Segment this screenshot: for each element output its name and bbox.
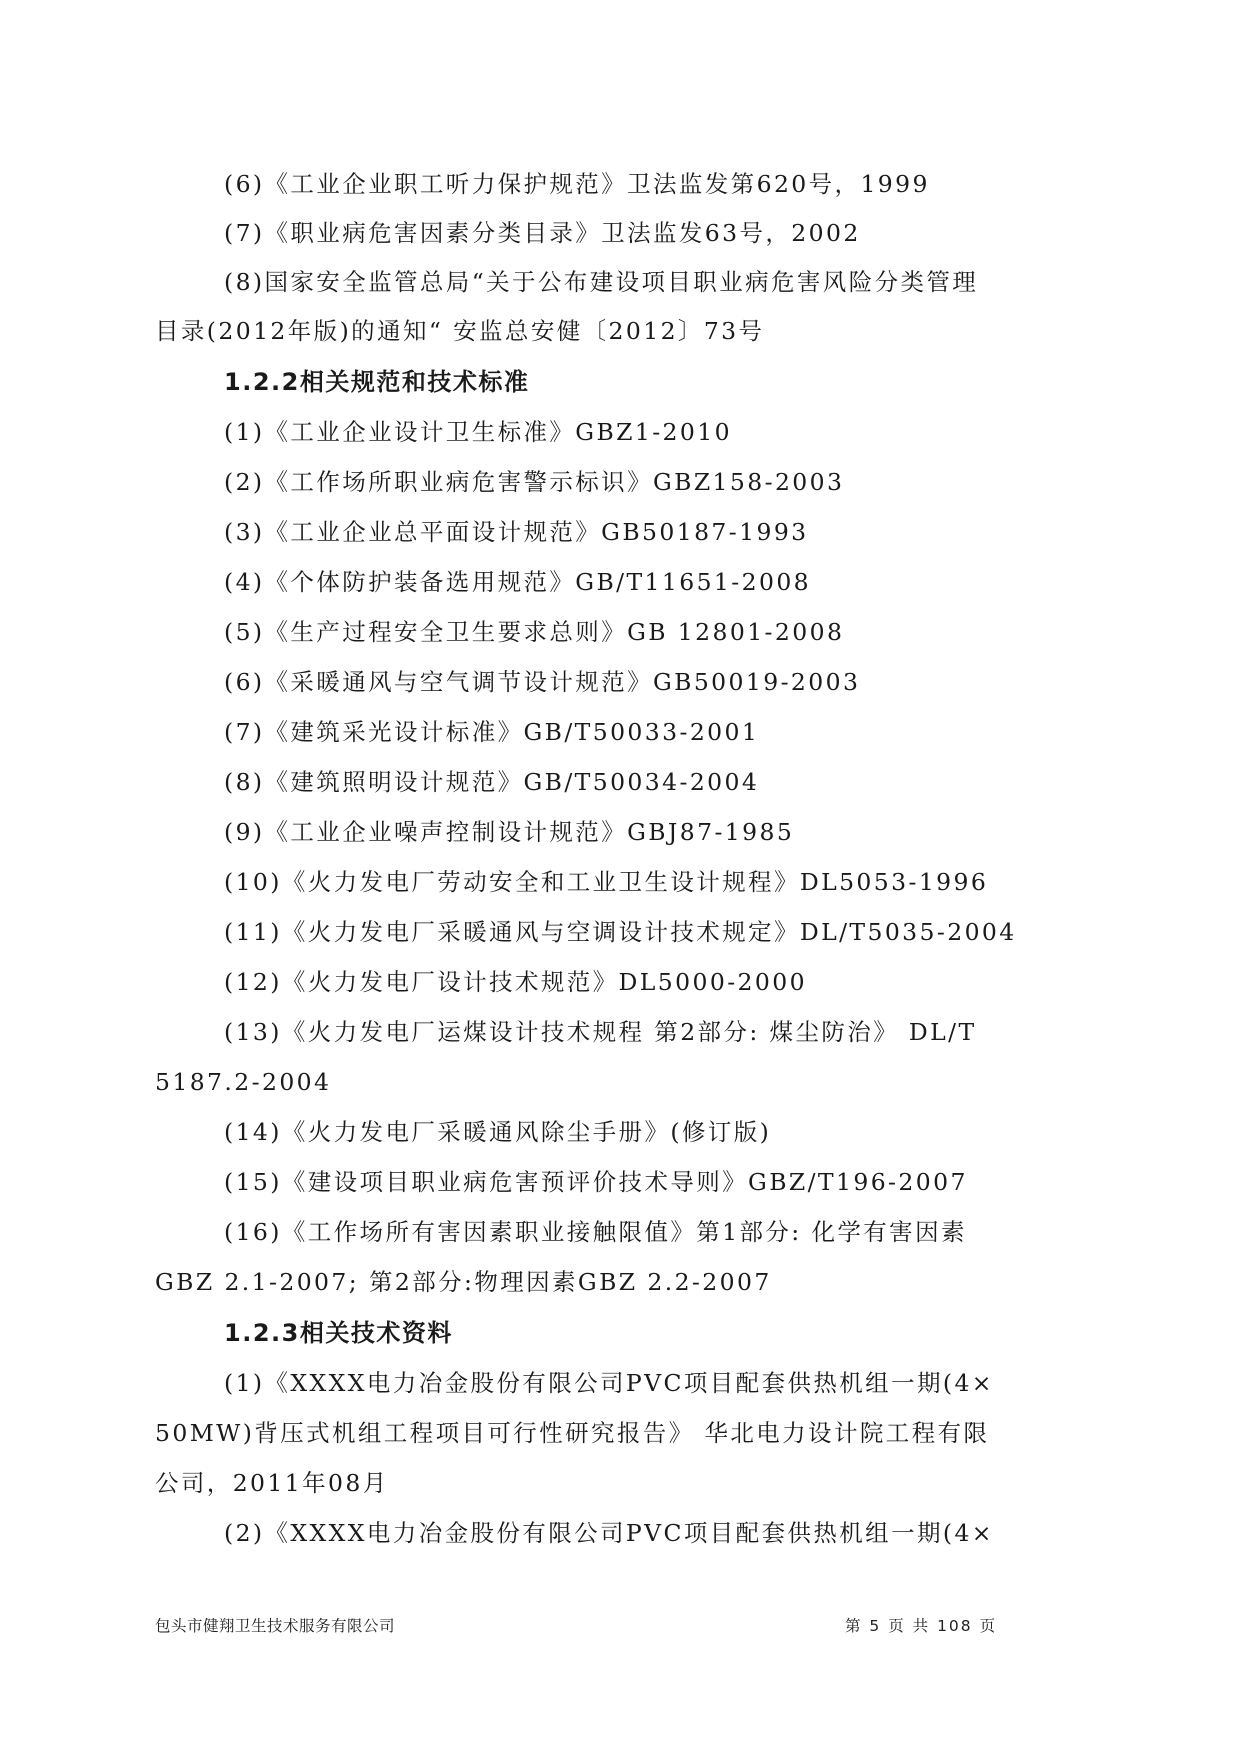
section-heading: 1.2.3相关技术资料	[224, 1319, 453, 1347]
text-line: (2)《XXXX电力冶金股份有限公司PVC项目配套供热机组一期(4×	[224, 1519, 994, 1547]
text-line: (13)《火力发电厂运煤设计技术规程 第2部分: 煤尘防治》 DL/T	[224, 1018, 977, 1046]
text-line: (9)《工业企业噪声控制设计规范》GBJ87-1985	[224, 818, 795, 846]
text-line: (12)《火力发电厂设计技术规范》DL5000-2000	[224, 968, 807, 996]
text-line: (7)《职业病危害因素分类目录》卫法监发63号，2002	[224, 219, 861, 247]
text-line: (5)《生产过程安全卫生要求总则》GB 12801-2008	[224, 618, 845, 646]
text-line: (2)《工作场所职业病危害警示标识》GBZ158-2003	[224, 468, 845, 496]
text-line: (1)《工业企业设计卫生标准》GBZ1-2010	[224, 418, 732, 446]
footer-company: 包头市健翔卫生技术服务有限公司	[155, 1617, 396, 1635]
text-line: (16)《工作场所有害因素职业接触限值》第1部分: 化学有害因素	[224, 1218, 967, 1246]
text-line: (6)《采暖通风与空气调节设计规范》GB50019-2003	[224, 668, 861, 696]
text-line: (3)《工业企业总平面设计规范》GB50187-1993	[224, 518, 809, 546]
text-line: (10)《火力发电厂劳动安全和工业卫生设计规程》DL5053-1996	[224, 868, 989, 896]
text-line: 50MW)背压式机组工程项目可行性研究报告》 华北电力设计院工程有限	[155, 1419, 990, 1447]
text-line: (14)《火力发电厂采暖通风除尘手册》(修订版)	[224, 1118, 772, 1146]
text-line: (11)《火力发电厂采暖通风与空调设计技术规定》DL/T5035-2004	[224, 918, 1017, 946]
text-line: 公司，2011年08月	[155, 1469, 389, 1497]
text-line: (8)国家安全监管总局“关于公布建设项目职业病危害风险分类管理	[224, 268, 979, 296]
text-line: (8)《建筑照明设计规范》GB/T50034-2004	[224, 768, 760, 796]
text-line: (15)《建设项目职业病危害预评价技术导则》GBZ/T196-2007	[224, 1168, 968, 1196]
section-heading: 1.2.2相关规范和技术标准	[224, 368, 530, 396]
footer-page-number: 第 5 页 共 108 页	[845, 1617, 998, 1635]
text-line: (6)《工业企业职工听力保护规范》卫法监发第620号，1999	[224, 170, 930, 198]
text-line: 目录(2012年版)的通知“ 安监总安健〔2012〕73号	[155, 317, 765, 345]
text-line: (7)《建筑采光设计标准》GB/T50033-2001	[224, 718, 760, 746]
text-line: (1)《XXXX电力冶金股份有限公司PVC项目配套供热机组一期(4×	[224, 1369, 994, 1397]
text-line: 5187.2-2004	[155, 1068, 332, 1096]
text-line: (4)《个体防护装备选用规范》GB/T11651-2008	[224, 568, 812, 596]
text-line: GBZ 2.1-2007; 第2部分:物理因素GBZ 2.2-2007	[155, 1268, 772, 1296]
